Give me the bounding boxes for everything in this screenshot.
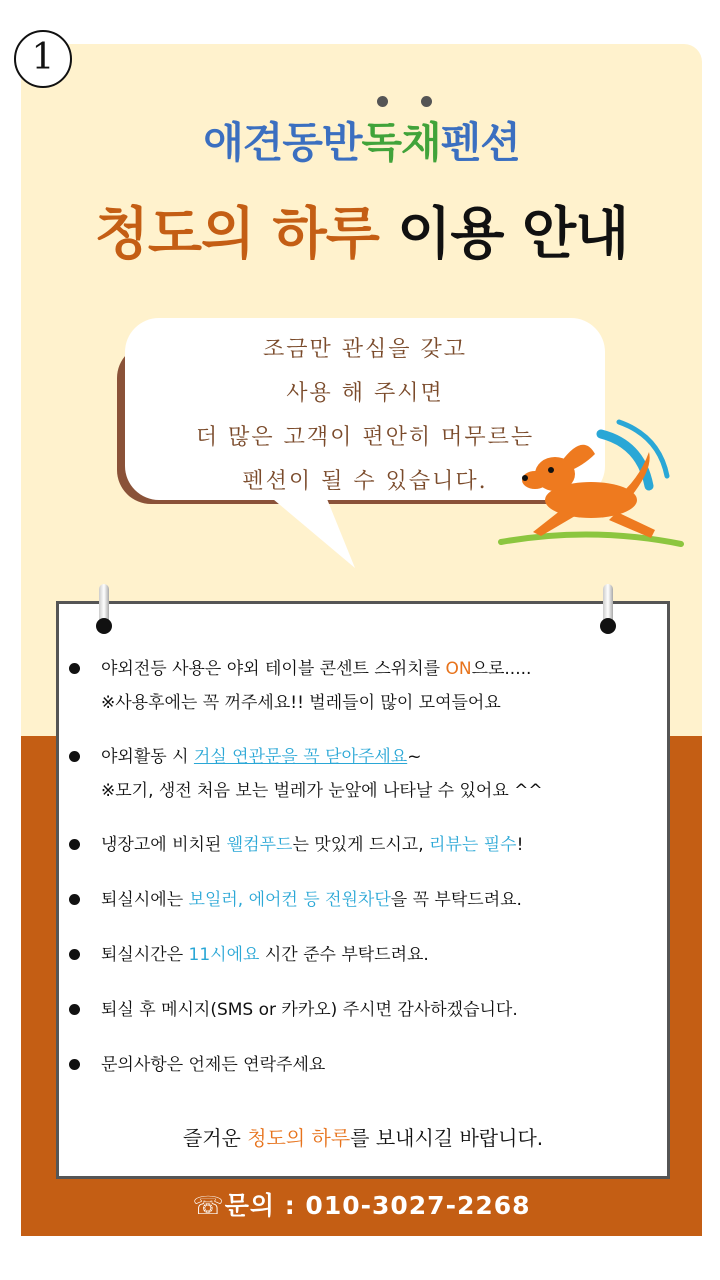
- bullet-icon: [69, 839, 80, 850]
- page-title: [21, 190, 702, 270]
- bullet-icon: [69, 1059, 80, 1070]
- title-accent: 청도의 하루: [94, 202, 379, 267]
- rule-highlight: 보일러, 에어컨 등 전원차단: [188, 890, 391, 910]
- rule-text: 는 맛있게 드시고,: [292, 835, 430, 855]
- rules-board: [56, 601, 670, 1179]
- bullet-icon: [69, 751, 80, 762]
- rule-checkout-message: [59, 993, 667, 1027]
- bubble-line-1: 조금만 관심을 갖고: [262, 337, 467, 362]
- brand-logo-text: [21, 110, 702, 170]
- rule-text: 퇴실시간은: [101, 945, 189, 965]
- rule-checkout-time: [59, 938, 667, 972]
- closing-text: 즐거운: [182, 1126, 248, 1150]
- rule-text: !: [516, 835, 524, 855]
- rule-note: ※사용후에는 꼭 꺼주세요!! 벌레들이 많이 모여들어요: [101, 693, 501, 713]
- bullet-icon: [69, 894, 80, 905]
- brand-part-1: 애견동반: [203, 118, 362, 167]
- binder-ring-right: [601, 584, 615, 646]
- rule-text: 냉장고에 비치된: [101, 835, 227, 855]
- closing-accent: 청도의 하루: [247, 1126, 351, 1150]
- rule-outdoor-light: [59, 652, 667, 720]
- rule-highlight: 리뷰는 필수: [429, 835, 517, 855]
- rule-text: 으로.....: [471, 659, 532, 679]
- rule-power-off: [59, 883, 667, 917]
- bullet-icon: [69, 663, 80, 674]
- rule-text: ~: [407, 747, 422, 767]
- page-number-badge: 1: [14, 30, 72, 88]
- title-rest: 이용 안내: [397, 202, 629, 267]
- rule-text: 퇴실시에는: [101, 890, 189, 910]
- contact-label: 문의 : 010-3027-2268: [224, 1191, 531, 1220]
- rule-text: 야외전등 사용은 야외 테이블 콘센트 스위치를: [101, 659, 446, 679]
- rule-text: 퇴실 후 메시지(SMS or 카카오) 주시면 감사하겠습니다.: [101, 1000, 518, 1020]
- binder-ring-left: [97, 584, 111, 646]
- rule-highlight: 웰컴푸드: [226, 835, 293, 855]
- rule-highlight: 11시에요: [188, 945, 260, 965]
- rule-highlight: ON: [445, 659, 472, 679]
- rule-note: ※모기, 생전 처음 보는 벌레가 눈앞에 나타날 수 있어요 ^^: [101, 781, 543, 801]
- rule-text: 시간 준수 부탁드려요.: [259, 945, 429, 965]
- contact-phone[interactable]: [21, 1186, 702, 1222]
- phone-icon: ☏: [192, 1191, 225, 1220]
- bubble-line-2: 사용 해 주시면: [286, 381, 444, 406]
- rule-text: 문의사항은 언제든 연락주세요: [101, 1055, 326, 1075]
- brand-part-3: 펜션: [440, 118, 520, 167]
- rule-welcome-food: [59, 828, 667, 862]
- rule-contact-anytime: [59, 1048, 667, 1082]
- rule-text: 야외활동 시: [101, 747, 194, 767]
- brand-part-2: 독채: [361, 118, 441, 167]
- brand-dots-decoration: [377, 96, 437, 110]
- bullet-icon: [69, 1004, 80, 1015]
- closing-message: [59, 1122, 667, 1151]
- rule-text: 을 꼭 부탁드려요.: [390, 890, 522, 910]
- bullet-icon: [69, 949, 80, 960]
- rules-list: [59, 652, 667, 1082]
- rule-highlight: 거실 연관문을 꼭 닫아주세요: [193, 747, 408, 767]
- bubble-line-4: 펜션이 될 수 있습니다.: [242, 469, 488, 494]
- closing-text: 를 보내시길 바랍니다.: [350, 1126, 544, 1150]
- bubble-line-3: 더 많은 고객이 편안히 머무르는: [195, 425, 535, 450]
- rule-outdoor-activity: [59, 740, 667, 808]
- running-dog-illustration: [491, 414, 691, 554]
- info-poster: [21, 44, 702, 1236]
